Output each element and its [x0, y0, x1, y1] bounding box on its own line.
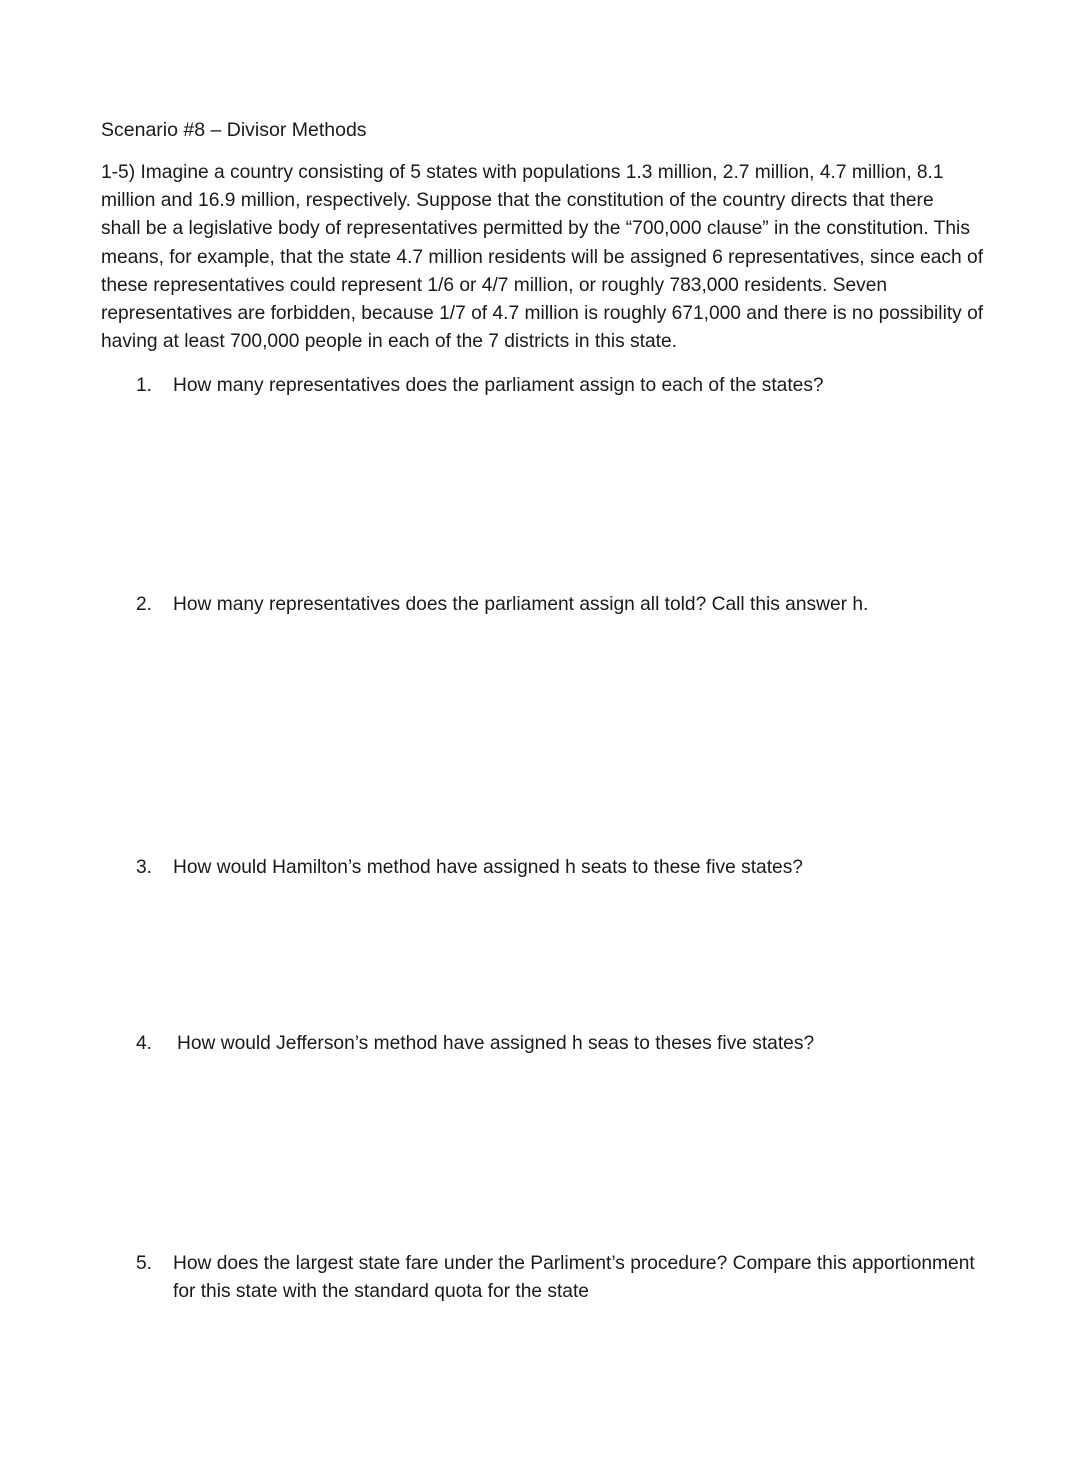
question-line: How would Hamilton’s method have assigned h seats to these five states?: [173, 857, 803, 878]
question-line: How many representatives does the parliament assign all told? Call this answer h.: [173, 594, 869, 615]
question-number: 4.: [136, 1033, 153, 1054]
scenario-title: Scenario #8 – Divisor Methods: [101, 119, 367, 141]
intro-paragraph: [101, 159, 1051, 356]
question-number: 5.: [136, 1253, 153, 1274]
question-number: 1.: [136, 375, 153, 396]
question-text: [177, 1030, 1057, 1058]
question-text: [173, 1250, 1053, 1306]
intro-line: million and 16.9 million, respectively. Suppose that the constitution of the country directs that there: [101, 190, 934, 212]
question-text: [173, 854, 1053, 882]
question-line: How does the largest state fare under the Parliment’s procedure? Compare this apportionment: [173, 1253, 975, 1274]
question-line: How would Jefferson’s method have assigned h seas to theses five states?: [177, 1033, 815, 1054]
question-number: 2.: [136, 594, 153, 615]
intro-line: shall be a legislative body of representatives permitted by the “700,000 clause” in the constitution. This: [101, 218, 970, 240]
question-text: [173, 591, 1053, 619]
intro-line: means, for example, that the state 4.7 million residents will be assigned 6 representatives, since each of: [101, 246, 984, 268]
question-line: How many representatives does the parliament assign to each of the states?: [173, 375, 824, 396]
question-line: for this state with the standard quota for the state: [173, 1281, 589, 1302]
question-text: [173, 372, 1053, 400]
intro-line: having at least 700,000 people in each of the 7 districts in this state.: [101, 331, 677, 353]
intro-line: 1-5) Imagine a country consisting of 5 states with populations 1.3 million, 2.7 million, 4.7 million, 8.1: [101, 162, 944, 183]
intro-line: representatives are forbidden, because 1/7 of 4.7 million is roughly 671,000 and there is no possibility of: [101, 303, 984, 325]
question-number: 3.: [136, 857, 153, 878]
intro-line: these representatives could represent 1/6 or 4/7 million, or roughly 783,000 residents. Seven: [101, 274, 888, 296]
